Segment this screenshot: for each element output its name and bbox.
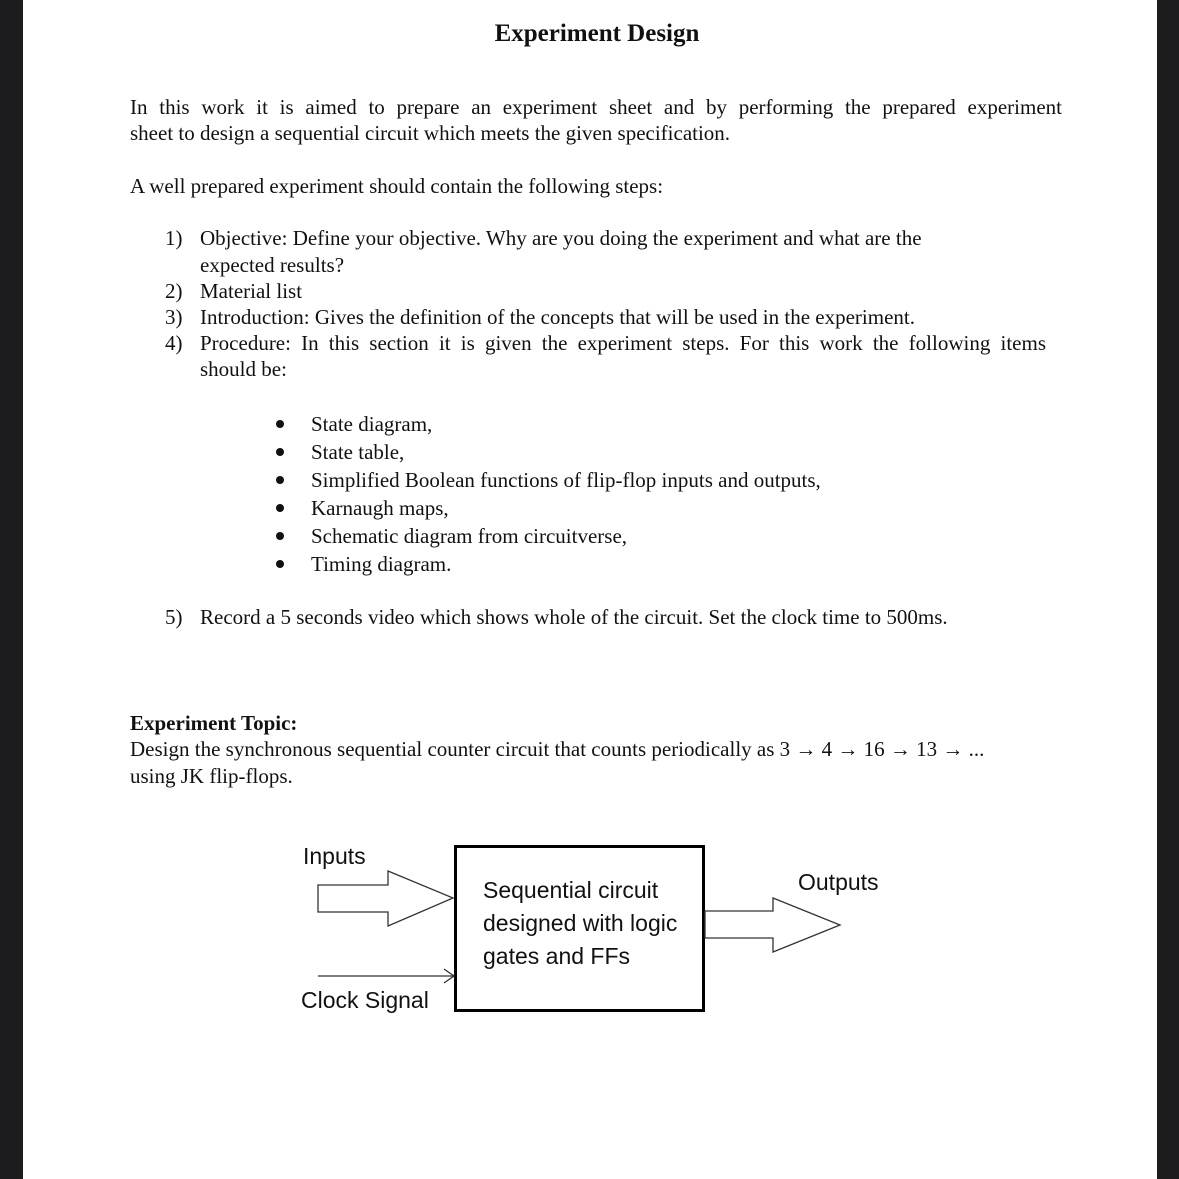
procedure-item: Karnaugh maps, — [311, 496, 449, 520]
step-number: 1) — [165, 226, 183, 250]
step-number: 5) — [165, 605, 183, 629]
clock-signal-label: Clock Signal — [301, 987, 429, 1013]
inputs-label: Inputs — [303, 843, 366, 869]
step-2-text: Material list — [200, 279, 303, 303]
topic-line-2: using JK flip-flops. — [130, 764, 293, 788]
step-number: 2) — [165, 279, 183, 303]
procedure-item: State diagram, — [311, 412, 433, 436]
box-text-line: designed with logic — [483, 910, 678, 936]
intro-line-2: sheet to design a sequential circuit which meets the given specification. — [130, 121, 731, 145]
topic-line-1: Design the synchronous sequential counter circuit that counts periodically as 3 → 4 → 16 → 13 → ... — [130, 737, 985, 761]
step-5-text: Record a 5 seconds video which shows whole of the circuit. Set the clock time to 500ms. — [200, 605, 948, 629]
procedure-item: Simplified Boolean functions of flip-flop inputs and outputs, — [311, 468, 821, 492]
procedure-item: Timing diagram. — [311, 552, 452, 576]
outputs-label: Outputs — [798, 869, 879, 895]
box-text-line: gates and FFs — [483, 943, 631, 969]
intro-line-1: In this work it is aimed to prepare an experiment sheet and by performing the prepared experiment — [130, 95, 1062, 119]
procedure-item: Schematic diagram from circuitverse, — [311, 524, 628, 548]
steps-intro: A well prepared experiment should contain the following steps: — [130, 174, 664, 198]
outputs-arrow-icon — [705, 898, 840, 952]
step-number: 4) — [165, 331, 183, 355]
step-1-line-2: expected results? — [200, 253, 345, 277]
topic-heading: Experiment Topic: — [130, 711, 298, 735]
procedure-item: State table, — [311, 440, 405, 464]
inputs-arrow-icon — [318, 871, 453, 926]
page-title: Experiment Design — [494, 20, 700, 47]
step-4-line-2: should be: — [200, 357, 287, 381]
step-1-line-1: Objective: Define your objective. Why are you doing the experiment and what are the — [200, 226, 922, 250]
step-number: 3) — [165, 305, 183, 329]
box-text-line: Sequential circuit — [483, 877, 659, 903]
step-3-text: Introduction: Gives the definition of the concepts that will be used in the experiment. — [200, 305, 915, 329]
step-4-line-1: Procedure: In this section it is given the experiment steps. For this work the following items — [200, 331, 1046, 355]
